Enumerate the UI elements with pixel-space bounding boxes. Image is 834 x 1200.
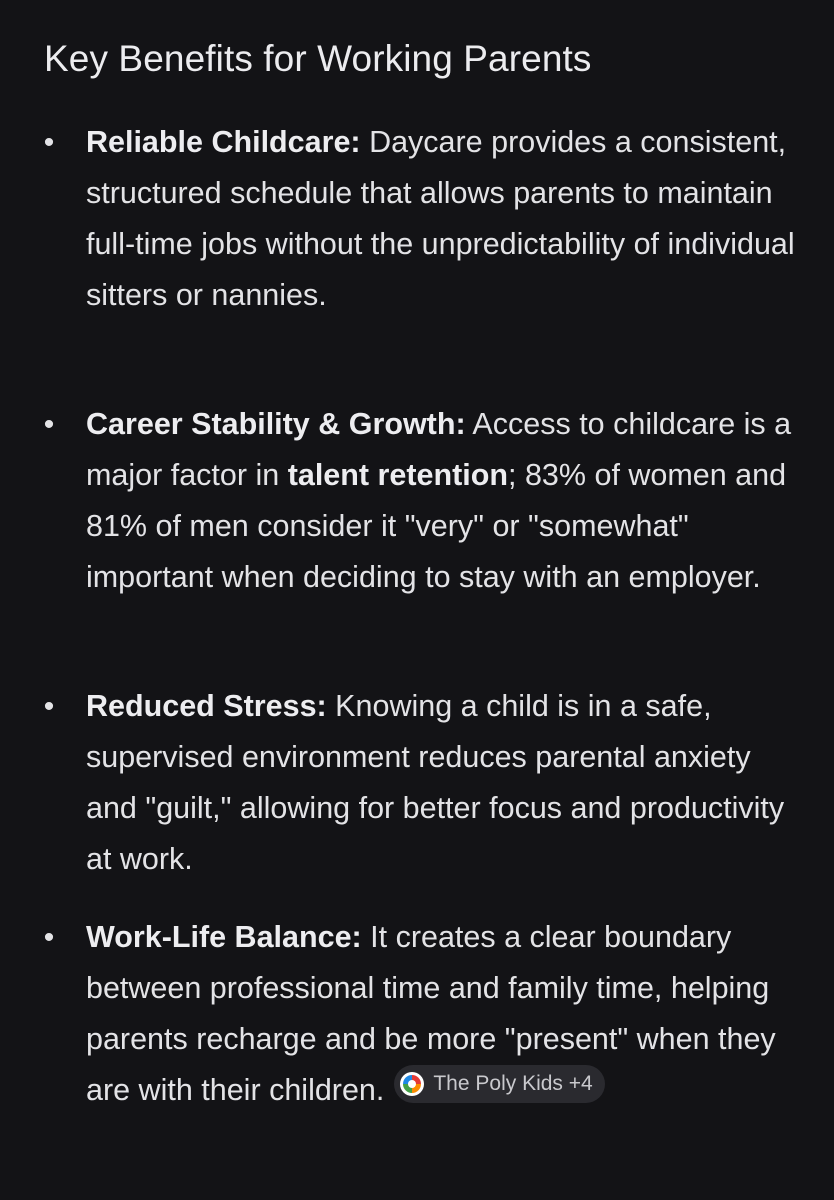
benefit-title: Work-Life Balance: bbox=[86, 920, 362, 954]
the-poly-kids-logo-icon bbox=[400, 1072, 424, 1096]
benefit-text: Access to childcare is a major factor in bbox=[86, 407, 792, 492]
section-heading: Key Benefits for Working Parents bbox=[44, 38, 592, 79]
benefit-emphasis: talent retention bbox=[287, 458, 509, 492]
benefit-title: Career Stability & Growth: bbox=[86, 407, 466, 441]
benefit-text: Knowing a child is in a safe, supervised environment reduces parental anxiety and "guilt," allowing for better focus and productivity at work. bbox=[86, 689, 785, 876]
bullet-icon: • bbox=[43, 126, 55, 159]
list-item bbox=[43, 912, 806, 1116]
benefit-text: ; 83% of women and 81% of men consider it "very" or "somewhat" important when deciding to stay with an employer. bbox=[86, 458, 787, 594]
source-chip-label: The Poly Kids +4 bbox=[433, 1072, 593, 1095]
list-item bbox=[43, 117, 806, 321]
benefit-text: Daycare provides a consistent, structured schedule that allows parents to maintain full-time jobs without the unpredictability of individual sitters or nannies. bbox=[86, 125, 795, 312]
bullet-icon: • bbox=[43, 408, 55, 441]
clipped-previous-text bbox=[0, 0, 834, 14]
bullet-icon: • bbox=[43, 690, 55, 723]
bullet-icon: • bbox=[43, 921, 55, 954]
source-chip[interactable] bbox=[394, 1065, 604, 1103]
benefit-text: It creates a clear boundary between professional time and family time, helping parents recharge and be more "present" when they are with their children. bbox=[86, 920, 776, 1107]
benefit-title: Reduced Stress: bbox=[86, 689, 327, 723]
list-item bbox=[43, 399, 806, 603]
list-item bbox=[43, 681, 806, 885]
benefit-title: Reliable Childcare: bbox=[86, 125, 361, 159]
